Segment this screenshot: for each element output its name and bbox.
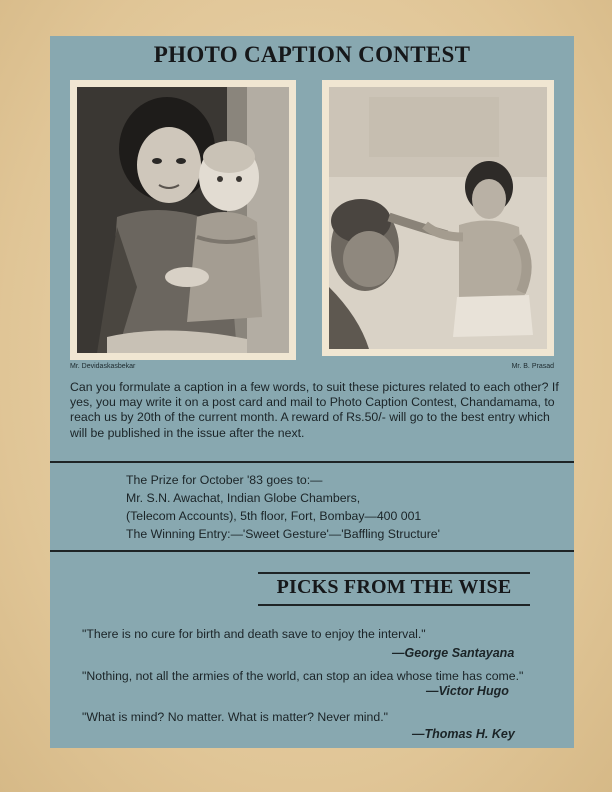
quote-2-author: —Victor Hugo xyxy=(426,684,509,698)
left-photo-credit: Mr. Devidaskasbekar xyxy=(70,363,136,370)
contest-instructions: Can you formulate a caption in a few words, to suit these pictures related to each other? If yes, you may write it on a post card and mail to Photo Caption Contest, Chandamama, to reach us by 20th of the current month. A reward of Rs.50/- will go to the best entry which will be published in the issue after the next. xyxy=(70,380,559,440)
prize-line-3: (Telecom Accounts), 5th floor, Fort, Bombay—400 001 xyxy=(126,509,422,523)
quote-2-text: "Nothing, not all the armies of the world, can stop an idea whose time has come." xyxy=(82,669,524,683)
divider-top xyxy=(50,461,574,463)
prize-line-1: The Prize for October '83 goes to:— xyxy=(126,473,323,487)
photo-man-and-toddler xyxy=(322,80,554,356)
quote-1-author: —George Santayana xyxy=(392,646,515,660)
divider-bottom xyxy=(50,550,574,552)
quote-1-text: "There is no cure for birth and death save to enjoy the interval." xyxy=(82,627,426,641)
prize-line-4: The Winning Entry:—'Sweet Gesture'—'Baffling Structure' xyxy=(126,527,440,541)
page-title: PHOTO CAPTION CONTEST xyxy=(153,42,471,67)
right-photo-credit: Mr. B. Prasad xyxy=(511,363,554,370)
prize-announcement xyxy=(126,471,566,543)
photo-girl-with-doll xyxy=(70,80,296,360)
quote-3-author: —Thomas H. Key xyxy=(412,727,515,741)
quote-3-text: "What is mind? No matter. What is matter? Never mind." xyxy=(82,710,388,724)
prize-line-2: Mr. S.N. Awachat, Indian Globe Chambers, xyxy=(126,491,361,505)
picks-title: PICKS FROM THE WISE xyxy=(276,576,512,598)
